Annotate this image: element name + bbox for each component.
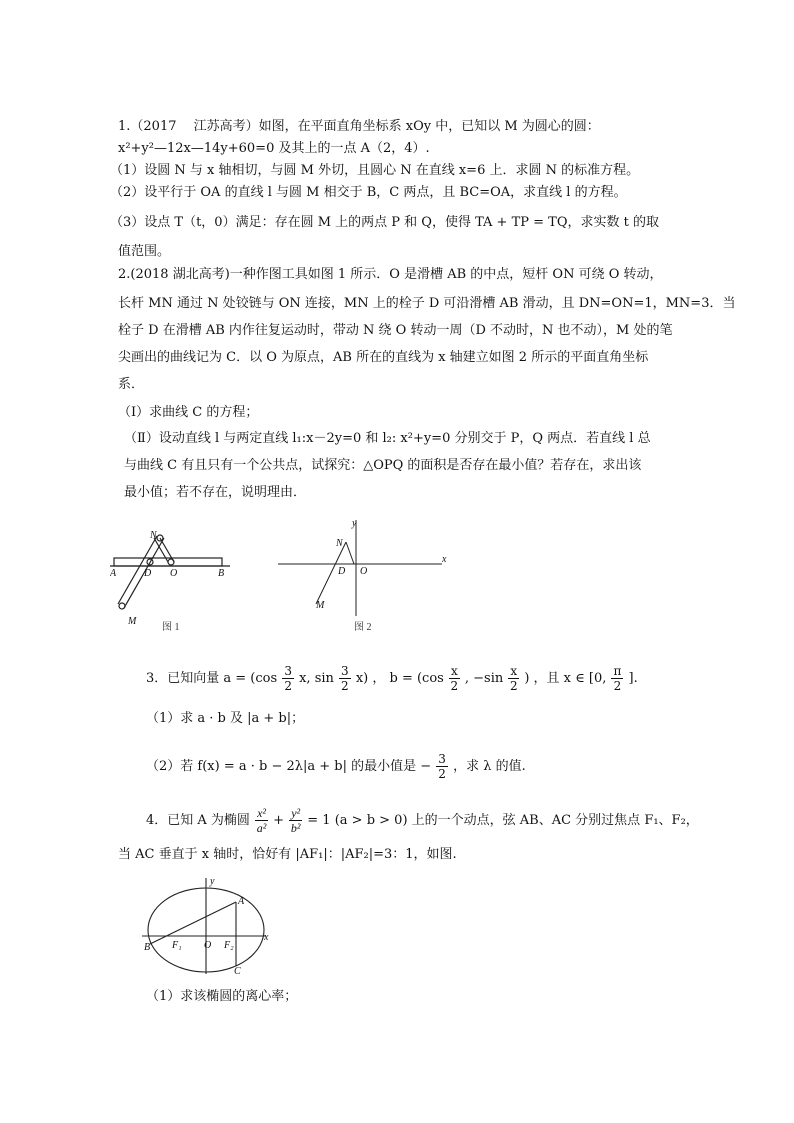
problem3-text-a: 3．已知向量 a = (cos xyxy=(146,671,278,686)
fraction-y2-over-b2: $\frac{\text{y²}}{\text{b²}}$ xyxy=(290,806,301,835)
problem1-question3-b: 值范围。 xyxy=(118,244,171,259)
svg-text:F₁: F₁ xyxy=(172,940,182,951)
problem2-question2-a: （Ⅱ）设动直线 l 与两定直线 l₁:x－2y=0 和 l₂: x²+y=0 分别交于 P，Q 两点．若直线 l 总 xyxy=(124,431,651,446)
fraction-3-over-2-b: $\frac{3}{2}$ xyxy=(341,664,349,693)
problem3-text-c: x) ， b = (cos xyxy=(355,671,444,686)
problem2-question1: （Ⅰ）求曲线 C 的方程； xyxy=(118,405,259,420)
svg-text:N: N xyxy=(336,538,343,549)
figure-2 xyxy=(272,516,452,634)
svg-text:y: y xyxy=(210,876,215,887)
svg-text:M: M xyxy=(128,616,137,627)
svg-text:A: A xyxy=(238,896,245,907)
problem1-line1: 1.（2017 江苏高考）如图，在平面直角坐标系 xOy 中，已知以 M 为圆心的圆： xyxy=(118,119,600,134)
figure-1-caption: 图 1 xyxy=(162,622,180,633)
problem1-question3-a: （3）设点 T（t，0）满足：存在圆 M 上的两点 P 和 Q，使得 TA + TP = TQ，求实数 t 的取 xyxy=(110,215,659,230)
fraction-x2-over-a2: $\frac{\text{x²}}{\text{a²}}$ xyxy=(256,806,267,835)
svg-text:y: y xyxy=(352,518,357,529)
svg-text:M: M xyxy=(316,600,325,611)
problem3-question1: （1）求 a · b 及 |a + b|； xyxy=(146,711,305,726)
problem3-q2-text-b: ，求 λ 的值. xyxy=(453,759,526,774)
problem3-q2-text-a: （2）若 f(x) = a · b − 2λ|a + b| 的最小值是 − xyxy=(146,759,432,774)
svg-text:O: O xyxy=(360,566,368,577)
svg-text:B: B xyxy=(218,568,225,579)
svg-text:B: B xyxy=(144,942,151,953)
fraction-pi-over-2: $\frac{\pi}{2}$ xyxy=(613,664,622,693)
problem4-line2: 当 AC 垂直于 x 轴时，恰好有 |AF₁|：|AF₂|=3：1，如图. xyxy=(118,847,457,862)
problem4-question1: （1）求该椭圆的离心率； xyxy=(146,989,298,1004)
figure-2-caption: 图 2 xyxy=(354,622,372,633)
problem2-line5: 系． xyxy=(118,377,145,392)
problem1-question2: （2）设平行于 OA 的直线 l 与圆 M 相交于 B，C 两点，且 BC=OA，求直线 l 的方程。 xyxy=(110,185,627,200)
svg-text:D: D xyxy=(144,568,152,579)
svg-text:A: A xyxy=(110,568,117,579)
problem1-line2: x²+y²—12x—14y+60=0 及其上的一点 A（2，4）. xyxy=(118,141,430,156)
chord-ab xyxy=(150,902,236,944)
problem3-text-e: ) ，且 x ∈ [0, xyxy=(524,671,607,686)
problem3-text-f: ]. xyxy=(628,671,638,686)
fraction-3-over-2-c: $\frac{3}{2}$ xyxy=(438,752,446,781)
problem2-question2-b: 与曲线 C 有且只有一个公共点，试探究：△OPQ 的面积是否存在最小值？若存在，求出该 xyxy=(124,458,642,473)
ellipse-figure xyxy=(140,874,280,978)
svg-text:O: O xyxy=(204,940,212,951)
fraction-x-over-2-b: $\frac{x}{2}$ xyxy=(509,664,518,693)
problem3-text-b: x, sin xyxy=(299,671,334,686)
fraction-3-over-2: $\frac{3}{2}$ xyxy=(284,664,292,693)
problem2-line3: 栓子 D 在滑槽 AB 内作往复运动时，带动 N 绕 O 转动一周（D 不动时，N 也不动），M 处的笔 xyxy=(118,323,673,338)
problem4-text-a: 4．已知 A 为椭圆 xyxy=(146,813,250,828)
problem2-line2: 长杆 MN 通过 N 处铰链与 ON 连接，MN 上的栓子 D 可沿滑槽 AB 滑动，且 DN=ON=1，MN=3．当 xyxy=(118,296,736,311)
fraction-x-over-2: $\frac{x}{2}$ xyxy=(450,664,459,693)
svg-text:x: x xyxy=(264,932,269,943)
problem2-line1: 2.(2018 湖北高考)一种作图工具如图 1 所示．O 是滑槽 AB 的中点，短杆 ON 可绕 O 转动， xyxy=(118,267,663,282)
problem3-text-d: , −sin xyxy=(464,671,504,686)
problem2-line4: 尖画出的曲线记为 C．以 O 为原点，AB 所在的直线为 x 轴建立如图 2 所示的平面直角坐标 xyxy=(118,350,649,365)
svg-text:D: D xyxy=(338,566,346,577)
problem2-question2-c: 最小值；若不存在，说明理由． xyxy=(124,485,307,500)
svg-text:F₂: F₂ xyxy=(224,940,234,951)
figure-1 xyxy=(110,524,240,634)
svg-text:N: N xyxy=(150,530,157,541)
svg-text:O: O xyxy=(170,568,178,579)
problem4-text-b: = 1 (a > b > 0) 上的一个动点，弦 AB、AC 分别过焦点 F₁、F₂， xyxy=(307,813,699,828)
problem4-line1: 4．已知 A 为椭圆 $\frac{\text{x²}}{\text{a²}}$ + $\frac{\text{y²}}{\text{b²}}$ = 1 (a > b > 0) 上的一个动点，弦 AB、AC 分别过焦点 F₁、F₂， xyxy=(146,806,699,835)
svg-text:C: C xyxy=(234,966,241,977)
problem3-question2 xyxy=(146,752,526,781)
problem3-line1 xyxy=(146,664,638,693)
problem1-question1: （1）设圆 N 与 x 轴相切，与圆 M 外切，且圆心 N 在直线 x=6 上．求圆 N 的标准方程。 xyxy=(110,163,640,178)
svg-text:x: x xyxy=(442,554,447,565)
